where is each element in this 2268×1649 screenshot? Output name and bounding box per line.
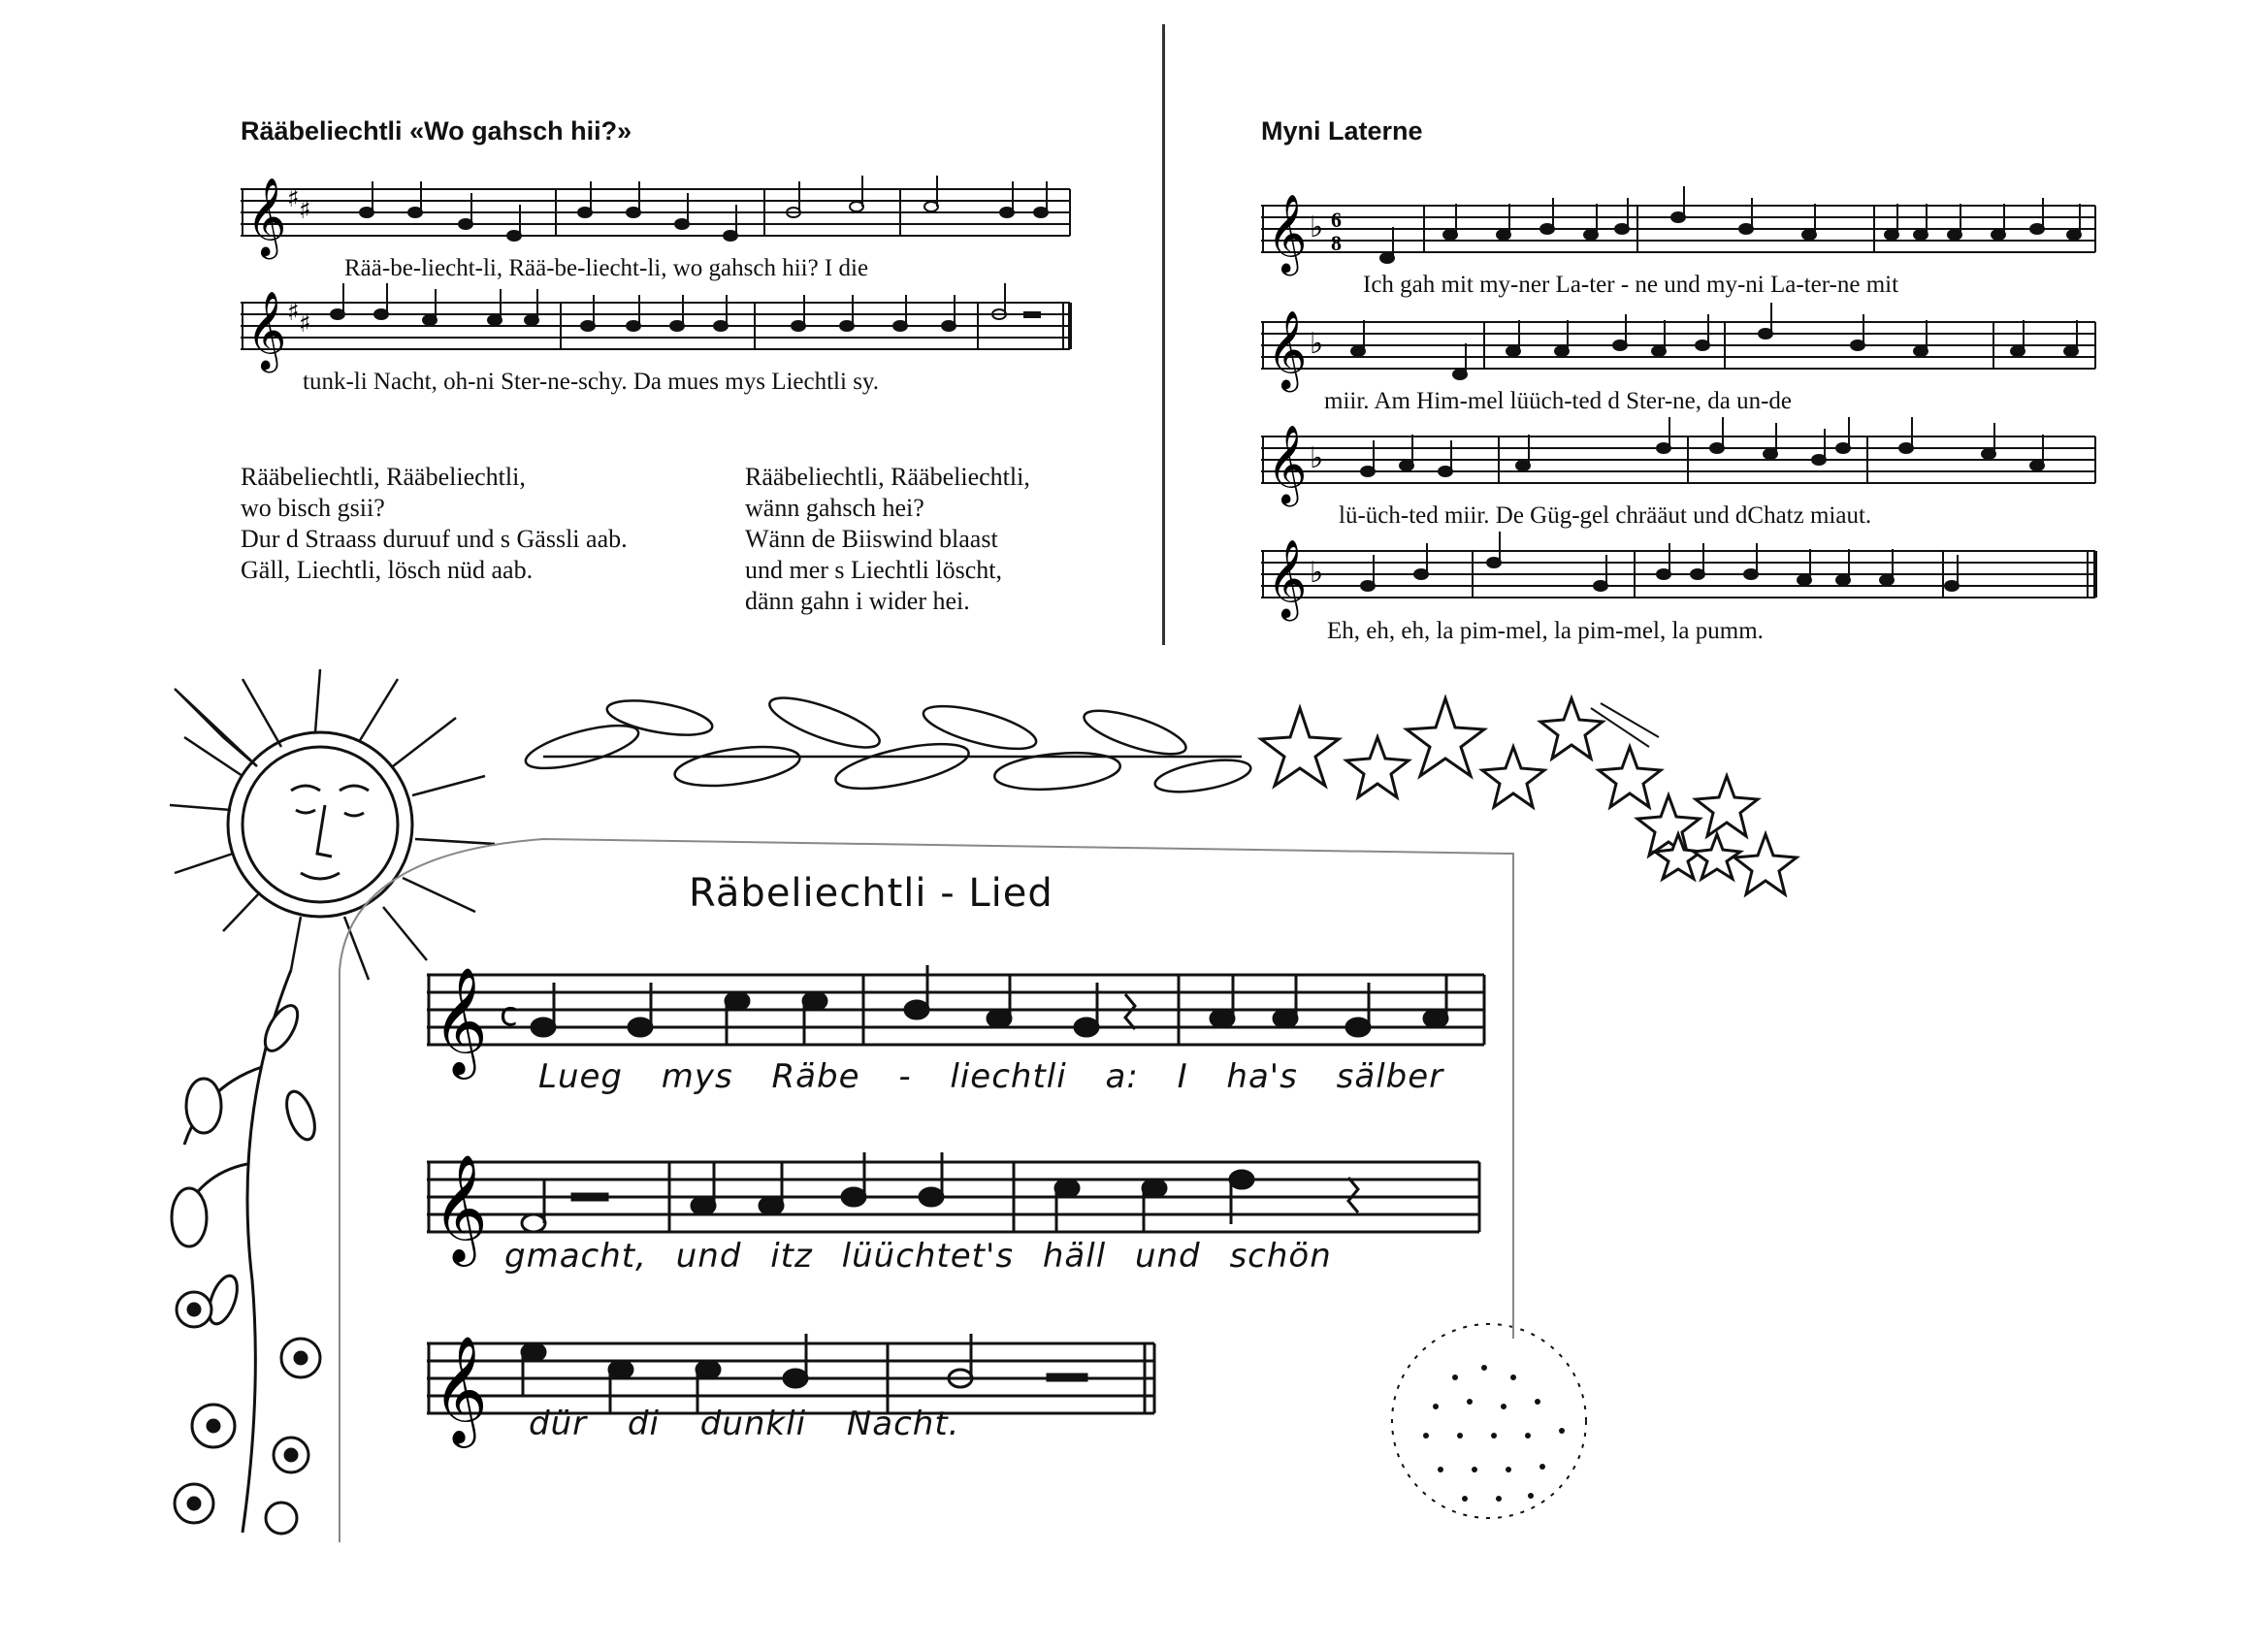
svg-text:𝄞: 𝄞 [433, 1153, 488, 1262]
verse-line: dänn gahn i wider hei. [745, 587, 970, 615]
svg-text:♭: ♭ [1310, 210, 1324, 244]
dotted-moon-icon [1392, 1324, 1586, 1518]
song2-lyric-3: lü-üch-ted miir. De Güg-gel chrääut und dChatz miaut. [1339, 502, 1872, 529]
song3-lyric-1: Lueg mys Räbe - liechtli a: I ha's sälber [538, 1057, 1444, 1096]
svg-text:𝄞: 𝄞 [433, 1335, 488, 1443]
verse-line: Dur d Straass duruuf und s Gässli aab. [241, 525, 628, 553]
svg-text:𝄞: 𝄞 [246, 177, 287, 256]
svg-text:♭: ♭ [1310, 556, 1324, 590]
song1-lyric-1: Rää-be-liecht-li, Rää-be-liecht-li, wo gahsch hii? I die [344, 255, 869, 281]
svg-text:6: 6 [1331, 208, 1342, 232]
shooting-stars-icon [1261, 698, 1797, 894]
leaf-garland-icon [522, 688, 1253, 797]
song3-lyric-2: gmacht, und itz lüüchtet's häll und schön [504, 1237, 1332, 1276]
verse-line: und mer s Liechtli löscht, [745, 556, 1003, 584]
svg-text:𝄞: 𝄞 [1267, 538, 1308, 618]
song3-title: Räbeliechtli - Lied [689, 871, 1053, 916]
svg-text:♯: ♯ [287, 184, 300, 213]
song1-lyric-2: tunk-li Nacht, oh-ni Ster-ne-schy. Da mues mys Liechtli sy. [303, 369, 880, 395]
song1-title: Rääbeliechtli «Wo gahsch hii?» [241, 116, 632, 146]
song2-title: Myni Laterne [1261, 116, 1423, 146]
verse-line: Gäll, Liechtli, lösch nüd aab. [241, 556, 534, 584]
sun-face-icon [170, 669, 495, 980]
svg-text:♭: ♭ [1310, 441, 1324, 475]
verse-line: Rääbeliechtli, Rääbeliechtli, [241, 463, 526, 491]
song2-lyric-1: Ich gah mit my-ner La-ter - ne und my-ni La-ter-ne mit [1363, 272, 1899, 298]
svg-text:♯: ♯ [299, 196, 311, 225]
song2-lyric-4: Eh, eh, eh, la pim-mel, la pim-mel, la pumm. [1327, 618, 1764, 644]
song3-lyric-3: dür di dunkli Nacht. [529, 1405, 960, 1443]
svg-text:𝄞: 𝄞 [433, 966, 488, 1075]
verse-line: wo bisch gsii? [241, 494, 385, 522]
svg-text:𝄞: 𝄞 [1267, 424, 1308, 503]
svg-text:8: 8 [1331, 231, 1342, 255]
song3-staff-1 [427, 955, 1494, 1075]
svg-text:♭: ♭ [1310, 327, 1324, 361]
svg-text:𝄞: 𝄞 [246, 290, 287, 370]
time-signature: c [500, 995, 518, 1034]
verse-line: wänn gahsch hei? [745, 494, 924, 522]
song2-lyric-2: miir. Am Him-mel lüüch-ted d Ster-ne, da un-de [1324, 388, 1793, 414]
svg-text:𝄞: 𝄞 [1267, 193, 1308, 273]
svg-text:♯: ♯ [299, 309, 311, 339]
svg-text:♯: ♯ [287, 298, 300, 327]
verse-line: Rääbeliechtli, Rääbeliechtli, [745, 463, 1030, 491]
verse-line: Wänn de Biiswind blaast [745, 525, 998, 553]
svg-text:𝄞: 𝄞 [1267, 309, 1308, 389]
